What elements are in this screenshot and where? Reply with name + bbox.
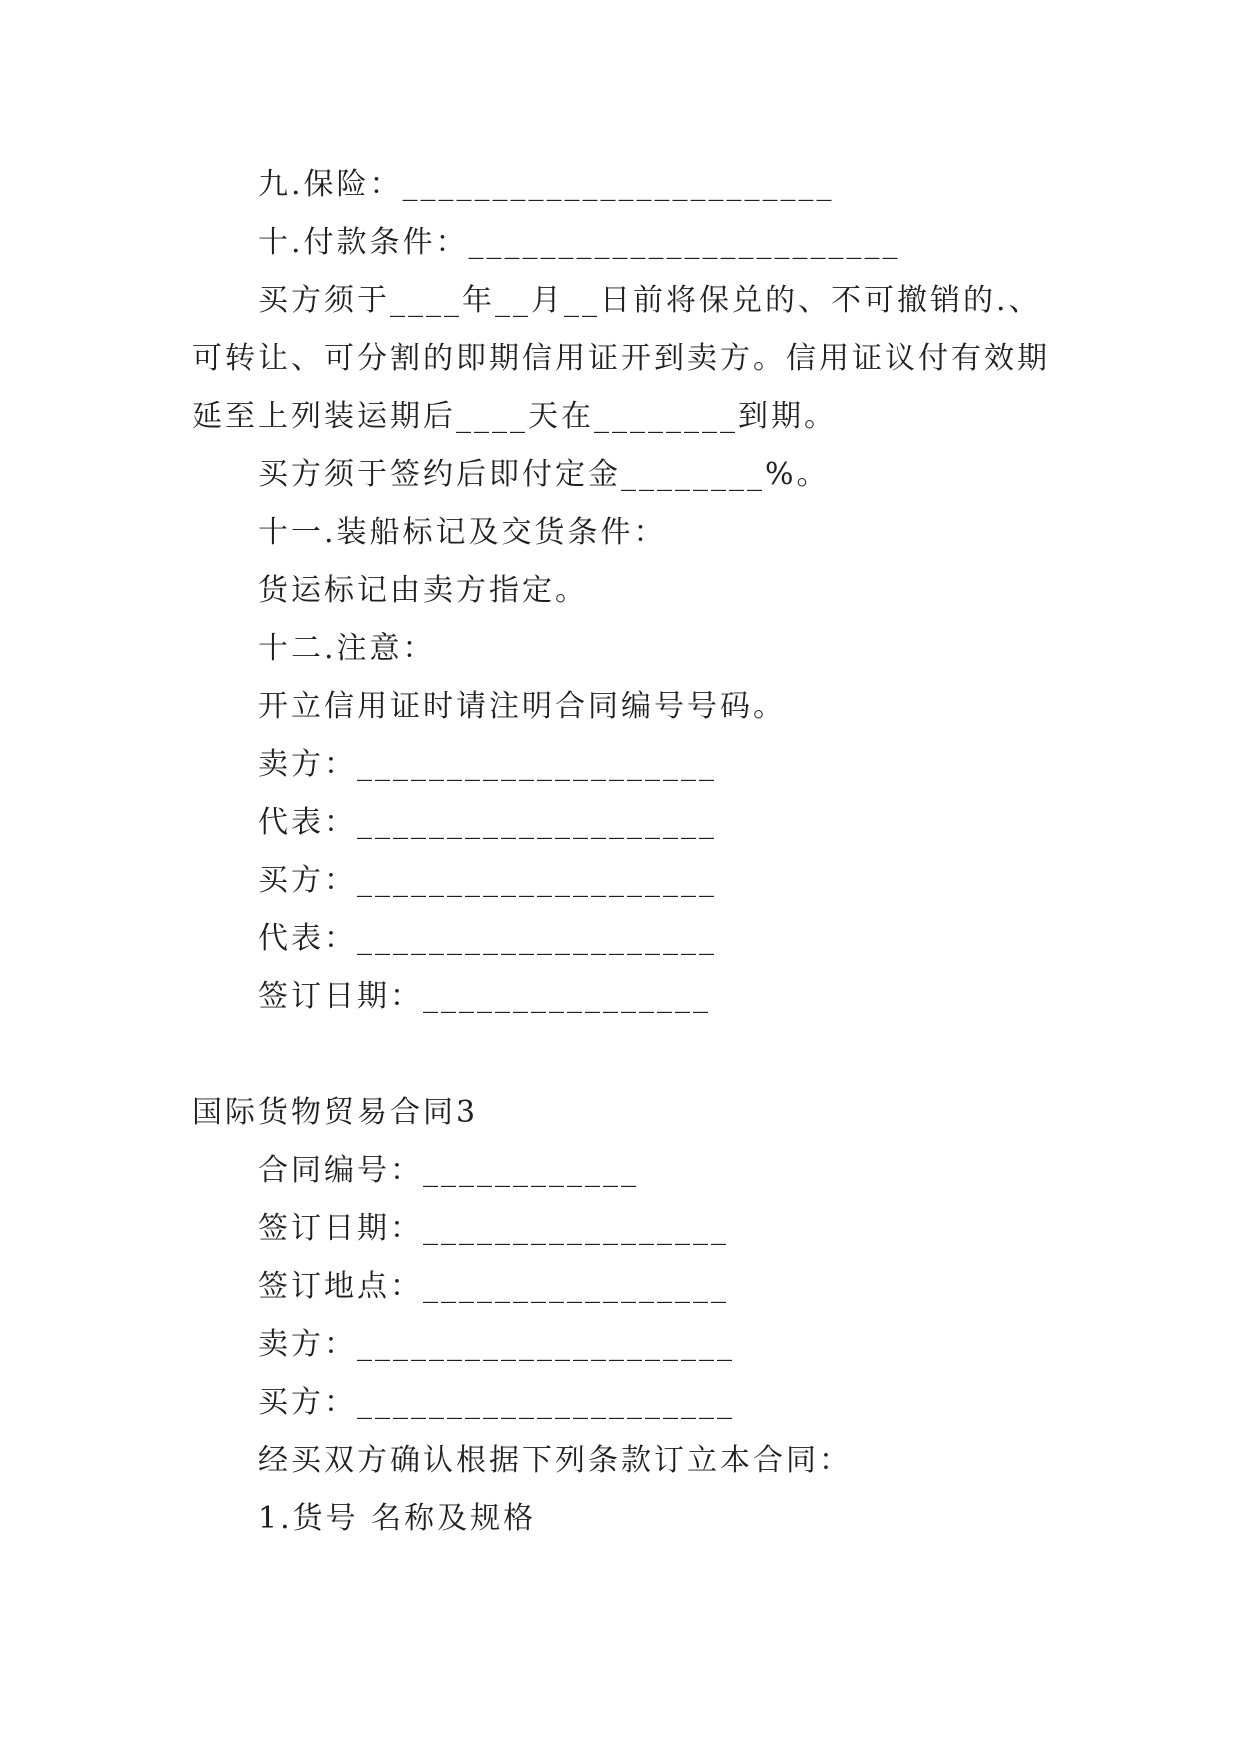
payment-paragraph-line-2: 可转让、可分割的即期信用证开到卖方。信用证议付有效期 <box>192 341 1050 376</box>
seller-signature-line: 卖方：____________________ <box>258 747 717 782</box>
section-title: 国际货物贸易合同3 <box>192 1095 479 1130</box>
clause-shipping-marks: 十一.装船标记及交货条件： <box>258 515 667 550</box>
seller-representative-line: 代表：____________________ <box>258 805 717 840</box>
seller-line: 卖方：_____________________ <box>258 1327 735 1362</box>
payment-paragraph-line-1: 买方须于____年__月__日前将保兑的、不可撤销的.、 <box>258 283 1042 318</box>
contract-number-line: 合同编号：____________ <box>258 1153 639 1188</box>
signing-place-line: 签订地点：_________________ <box>258 1269 729 1304</box>
payment-paragraph-line-3: 延至上列装运期后____天在________到期。 <box>192 399 837 434</box>
signing-date-line: 签订日期：________________ <box>258 979 711 1014</box>
buyer-representative-line: 代表：____________________ <box>258 921 717 956</box>
signing-date-line-2: 签订日期：_________________ <box>258 1211 729 1246</box>
shipping-marks-text: 货运标记由卖方指定。 <box>258 573 588 608</box>
buyer-signature-line: 买方：____________________ <box>258 863 717 898</box>
clause-insurance: 九.保险：________________________ <box>258 167 835 202</box>
agreement-intro: 经买双方确认根据下列条款订立本合同： <box>258 1443 852 1478</box>
notice-text: 开立信用证时请注明合同编号号码。 <box>258 689 786 724</box>
deposit-line: 买方须于签约后即付定金________%。 <box>258 457 830 492</box>
buyer-line: 买方：_____________________ <box>258 1385 735 1420</box>
item-clause-heading: 1.货号 名称及规格 <box>258 1501 537 1536</box>
clause-notice: 十二.注意： <box>258 631 436 666</box>
clause-payment-terms: 十.付款条件：________________________ <box>258 225 901 260</box>
